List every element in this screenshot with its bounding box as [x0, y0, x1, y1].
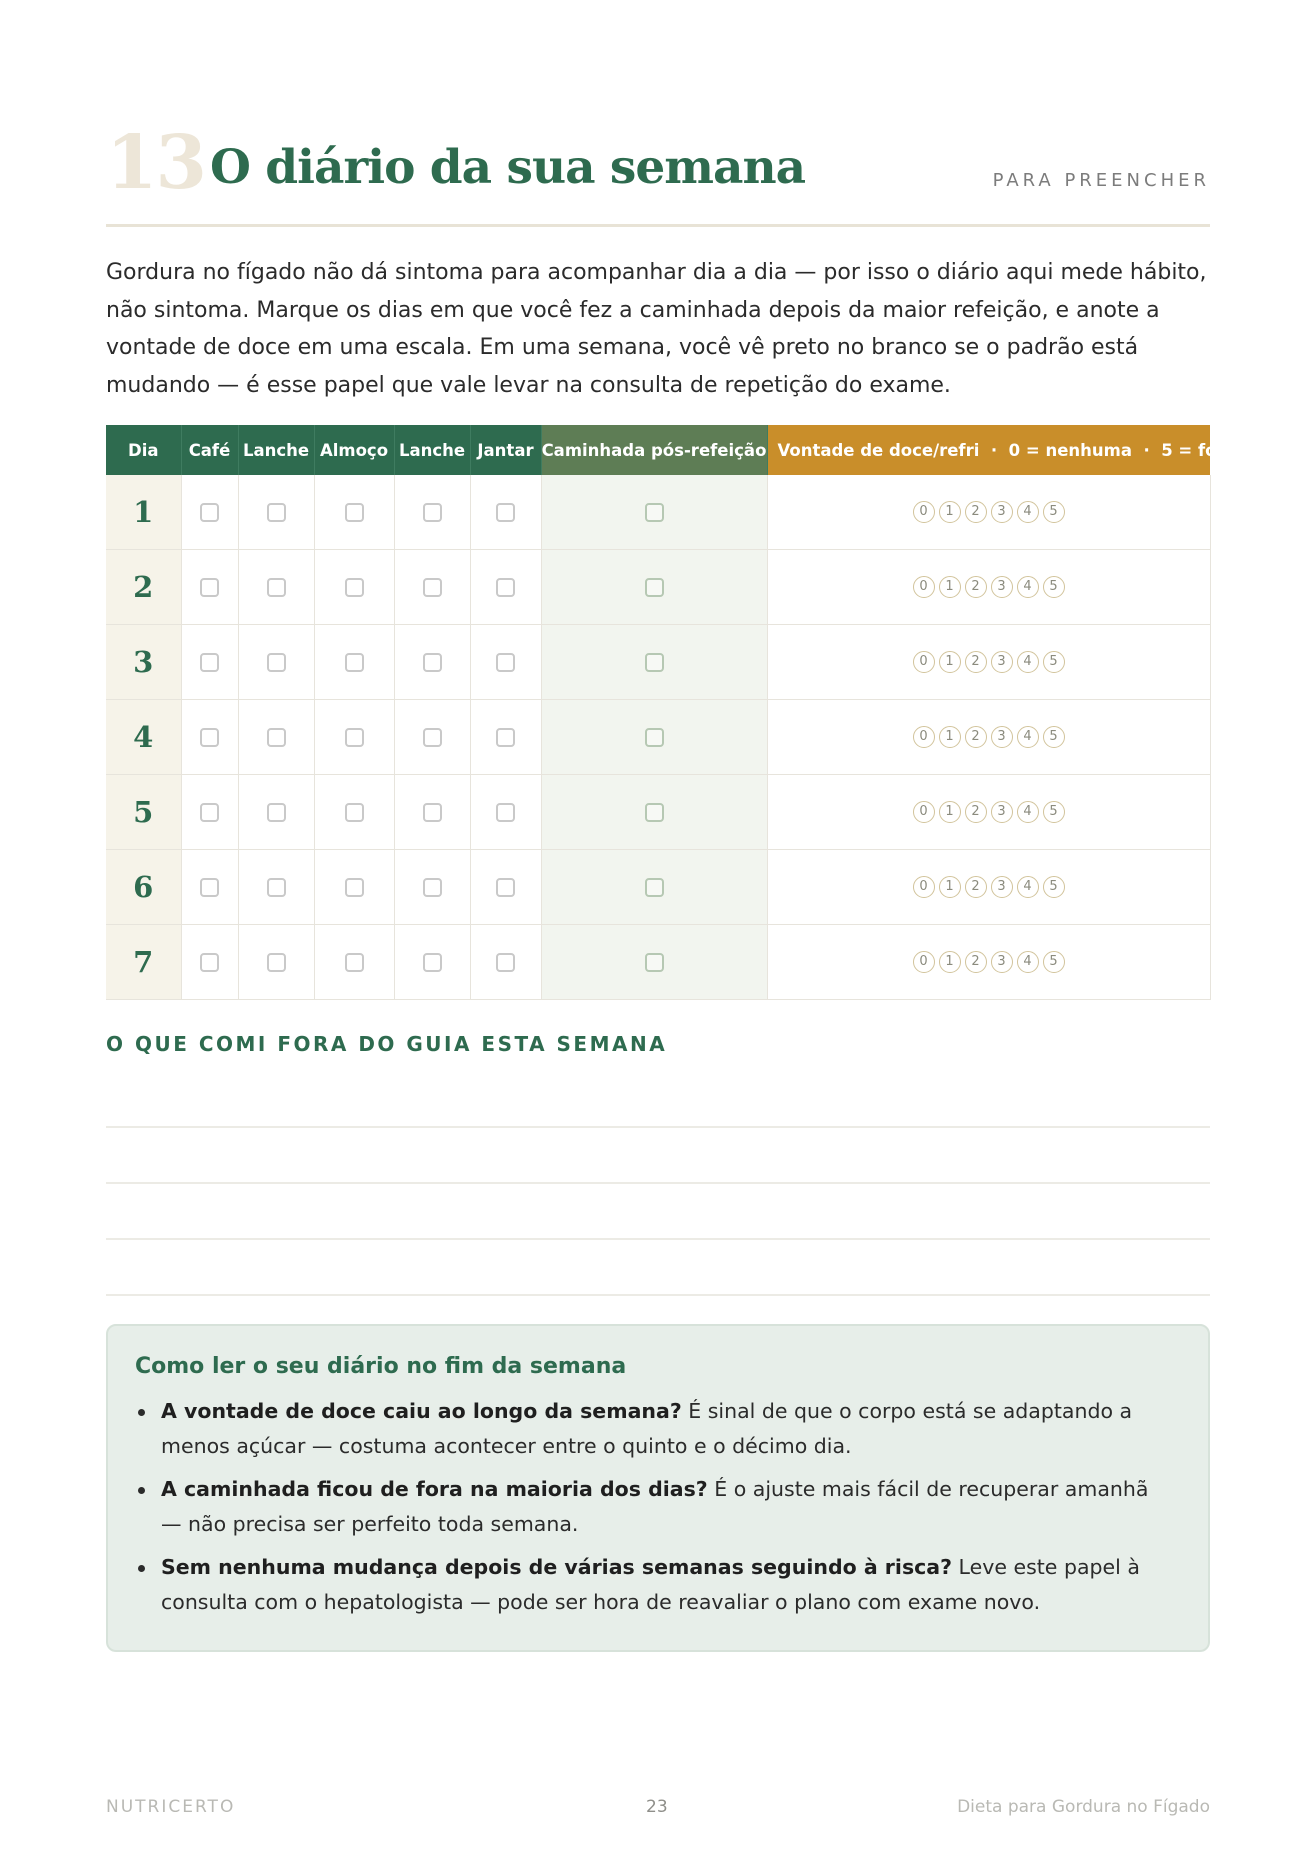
meal-checkbox-lanche-1[interactable]	[267, 878, 286, 897]
craving-scale	[913, 951, 1065, 973]
meal-checkbox-cafe[interactable]	[200, 953, 219, 972]
header-almoco: Almoço	[314, 425, 394, 475]
craving-option[interactable]: 4	[1017, 726, 1039, 748]
meal-cell-cafe	[181, 550, 238, 625]
notes-line-1[interactable]	[106, 1126, 1210, 1128]
callout-title: Como ler o seu diário no fim da semana	[135, 1354, 627, 1379]
craving-option[interactable]: 4	[1017, 501, 1039, 523]
meal-cell-lanche-1	[238, 625, 314, 700]
craving-option[interactable]: 4	[1017, 876, 1039, 898]
day-number: 7	[106, 925, 181, 1000]
craving-option[interactable]: 5	[1043, 576, 1065, 598]
day-number: 1	[106, 475, 181, 550]
craving-scale	[913, 501, 1065, 523]
walk-checkbox[interactable]	[645, 503, 664, 522]
walk-cell	[541, 625, 767, 700]
meal-checkbox-almoco[interactable]	[345, 953, 364, 972]
meal-cell-jantar	[470, 925, 541, 1000]
footer-book-title: Dieta para Gordura no Fígado	[957, 1797, 1210, 1817]
meal-cell-cafe	[181, 925, 238, 1000]
callout-item-question: Sem nenhuma mudança depois de várias semanas seguindo à risca?	[161, 1555, 953, 1579]
meal-checkbox-lanche-2[interactable]	[423, 878, 442, 897]
meal-checkbox-lanche-2[interactable]	[423, 578, 442, 597]
meal-cell-lanche-2	[394, 700, 470, 775]
meal-checkbox-jantar[interactable]	[496, 653, 515, 672]
craving-option[interactable]: 4	[1017, 801, 1039, 823]
meal-checkbox-lanche-1[interactable]	[267, 653, 286, 672]
meal-cell-lanche-1	[238, 775, 314, 850]
meal-checkbox-almoco[interactable]	[345, 503, 364, 522]
footer-page-number: 23	[646, 1797, 668, 1817]
meal-checkbox-almoco[interactable]	[345, 578, 364, 597]
notes-line-4[interactable]	[106, 1294, 1210, 1296]
meal-cell-lanche-1	[238, 550, 314, 625]
meal-cell-cafe	[181, 700, 238, 775]
walk-checkbox[interactable]	[645, 653, 664, 672]
meal-checkbox-jantar[interactable]	[496, 878, 515, 897]
craving-option[interactable]: 0	[913, 951, 935, 973]
meal-cell-cafe	[181, 625, 238, 700]
chapter-title: O diário da sua semana	[210, 140, 806, 195]
weekly-diary-table	[106, 425, 1244, 1000]
meal-cell-almoco	[314, 475, 394, 550]
walk-cell	[541, 475, 767, 550]
meal-checkbox-cafe[interactable]	[200, 728, 219, 747]
meal-cell-almoco	[314, 625, 394, 700]
meal-cell-jantar	[470, 850, 541, 925]
craving-scale	[913, 576, 1065, 598]
craving-option[interactable]: 5	[1043, 876, 1065, 898]
walk-cell	[541, 850, 767, 925]
craving-option[interactable]: 2	[965, 801, 987, 823]
meal-cell-jantar	[470, 550, 541, 625]
craving-option[interactable]: 5	[1043, 951, 1065, 973]
craving-option[interactable]: 3	[991, 876, 1013, 898]
meal-checkbox-lanche-2[interactable]	[423, 728, 442, 747]
intro-paragraph: Gordura no fígado não dá sintoma para acompanhar dia a dia — por isso o diário aqui mede hábito, não sintoma. Marque os dias em que você fez a caminhada depois da maior refeição, e anote a vontade de doce em uma escala. Em uma semana, você vê preto no branco se o padrão está mudando — é esse papel que vale levar na consulta de repetição do exame.	[106, 260, 1207, 398]
craving-option[interactable]: 5	[1043, 801, 1065, 823]
craving-option[interactable]: 3	[991, 501, 1013, 523]
meal-checkbox-almoco[interactable]	[345, 728, 364, 747]
meal-checkbox-lanche-1[interactable]	[267, 953, 286, 972]
meal-cell-almoco	[314, 550, 394, 625]
meal-cell-almoco	[314, 700, 394, 775]
meal-checkbox-jantar[interactable]	[496, 803, 515, 822]
walk-checkbox[interactable]	[645, 803, 664, 822]
craving-option[interactable]: 3	[991, 801, 1013, 823]
meal-checkbox-cafe[interactable]	[200, 503, 219, 522]
walk-cell	[541, 925, 767, 1000]
craving-option[interactable]: 1	[939, 951, 961, 973]
day-number: 5	[106, 775, 181, 850]
craving-cell	[767, 775, 1210, 850]
craving-option[interactable]: 0	[913, 801, 935, 823]
table-row	[106, 700, 1210, 775]
chapter-header	[106, 118, 1210, 228]
meal-checkbox-jantar[interactable]	[496, 728, 515, 747]
chapter-number: 13	[106, 120, 205, 206]
meal-cell-lanche-1	[238, 700, 314, 775]
meal-checkbox-almoco[interactable]	[345, 803, 364, 822]
walk-cell	[541, 700, 767, 775]
meal-cell-lanche-1	[238, 475, 314, 550]
notes-line-2[interactable]	[106, 1182, 1210, 1184]
walk-cell	[541, 550, 767, 625]
meal-checkbox-cafe[interactable]	[200, 878, 219, 897]
walk-checkbox[interactable]	[645, 728, 664, 747]
craving-scale	[913, 801, 1065, 823]
notes-title: O QUE COMI FORA DO GUIA ESTA SEMANA	[106, 1032, 668, 1056]
walk-checkbox[interactable]	[645, 953, 664, 972]
craving-option[interactable]: 2	[965, 876, 987, 898]
callout-item-answer: É sinal de que o corpo está se adaptando a menos açúcar — costuma acontecer entre o quinto e o décimo dia.	[161, 1399, 1133, 1458]
walk-checkbox[interactable]	[645, 578, 664, 597]
craving-option[interactable]: 2	[965, 726, 987, 748]
meal-checkbox-lanche-2[interactable]	[423, 953, 442, 972]
day-number: 4	[106, 700, 181, 775]
callout-item	[135, 1472, 1175, 1542]
craving-option[interactable]: 2	[965, 576, 987, 598]
table-row	[106, 850, 1210, 925]
craving-cell	[767, 925, 1210, 1000]
meal-cell-cafe	[181, 775, 238, 850]
craving-option[interactable]: 0	[913, 576, 935, 598]
meal-cell-cafe	[181, 850, 238, 925]
meal-cell-jantar	[470, 700, 541, 775]
table-row	[106, 925, 1210, 1000]
meal-cell-lanche-2	[394, 625, 470, 700]
meal-checkbox-lanche-1[interactable]	[267, 578, 286, 597]
craving-option[interactable]: 0	[913, 651, 935, 673]
header-day: Dia	[106, 425, 181, 475]
meal-cell-almoco	[314, 775, 394, 850]
craving-scale	[913, 876, 1065, 898]
meal-checkbox-lanche-1[interactable]	[267, 728, 286, 747]
meal-checkbox-jantar[interactable]	[496, 953, 515, 972]
header-lanche-1: Lanche	[238, 425, 314, 475]
table-body	[106, 475, 1210, 1000]
craving-option[interactable]: 1	[939, 876, 961, 898]
meal-cell-lanche-1	[238, 925, 314, 1000]
craving-option[interactable]: 5	[1043, 726, 1065, 748]
walk-cell	[541, 775, 767, 850]
meal-checkbox-cafe[interactable]	[200, 653, 219, 672]
craving-scale	[913, 726, 1065, 748]
table-row	[106, 475, 1210, 550]
craving-option[interactable]: 4	[1017, 951, 1039, 973]
callout-item-question: A caminhada ficou de fora na maioria dos dias?	[161, 1477, 708, 1501]
craving-option[interactable]: 5	[1043, 501, 1065, 523]
table-header-row	[106, 425, 1210, 475]
notes-line-3[interactable]	[106, 1238, 1210, 1240]
craving-option[interactable]: 1	[939, 651, 961, 673]
meal-checkbox-jantar[interactable]	[496, 503, 515, 522]
table-row	[106, 550, 1210, 625]
meal-cell-jantar	[470, 775, 541, 850]
meal-checkbox-lanche-2[interactable]	[423, 803, 442, 822]
meal-cell-lanche-1	[238, 850, 314, 925]
header-lanche-2: Lanche	[394, 425, 470, 475]
craving-option[interactable]: 2	[965, 501, 987, 523]
callout-item-answer: É o ajuste mais fácil de recuperar amanhã — não precisa ser perfeito toda semana.	[161, 1477, 1149, 1536]
craving-option[interactable]: 2	[965, 951, 987, 973]
craving-option[interactable]: 5	[1043, 651, 1065, 673]
meal-cell-almoco	[314, 925, 394, 1000]
craving-option[interactable]: 1	[939, 726, 961, 748]
craving-option[interactable]: 3	[991, 726, 1013, 748]
header-divider	[106, 224, 1210, 227]
craving-cell	[767, 550, 1210, 625]
header-jantar: Jantar	[470, 425, 541, 475]
meal-cell-lanche-2	[394, 550, 470, 625]
day-number: 3	[106, 625, 181, 700]
meal-checkbox-almoco[interactable]	[345, 878, 364, 897]
meal-checkbox-cafe[interactable]	[200, 578, 219, 597]
chapter-tag: PARA PREENCHER	[992, 170, 1210, 191]
meal-checkbox-almoco[interactable]	[345, 653, 364, 672]
craving-option[interactable]: 3	[991, 576, 1013, 598]
header-cafe: Café	[181, 425, 238, 475]
craving-option[interactable]: 1	[939, 801, 961, 823]
meal-checkbox-cafe[interactable]	[200, 803, 219, 822]
craving-option[interactable]: 1	[939, 576, 961, 598]
meal-cell-jantar	[470, 625, 541, 700]
meal-cell-lanche-2	[394, 850, 470, 925]
craving-option[interactable]: 3	[991, 951, 1013, 973]
craving-option[interactable]: 3	[991, 651, 1013, 673]
meal-cell-jantar	[470, 475, 541, 550]
header-craving: Vontade de doce/refri · 0 = nenhuma · 5 = forte	[767, 425, 1210, 475]
craving-option[interactable]: 4	[1017, 576, 1039, 598]
craving-scale	[913, 651, 1065, 673]
callout-item-answer: Leve este papel à consulta com o hepatologista — pode ser hora de reavaliar o plano com exame novo.	[161, 1555, 1140, 1614]
craving-option[interactable]: 1	[939, 501, 961, 523]
meal-checkbox-lanche-2[interactable]	[423, 653, 442, 672]
day-number: 2	[106, 550, 181, 625]
craving-option[interactable]: 4	[1017, 651, 1039, 673]
callout-item	[135, 1394, 1175, 1464]
callout-item	[135, 1550, 1175, 1620]
meal-cell-lanche-2	[394, 925, 470, 1000]
table-row	[106, 625, 1210, 700]
meal-checkbox-lanche-1[interactable]	[267, 803, 286, 822]
day-number: 6	[106, 850, 181, 925]
table-row	[106, 775, 1210, 850]
craving-option[interactable]: 0	[913, 501, 935, 523]
craving-cell	[767, 700, 1210, 775]
craving-option[interactable]: 2	[965, 651, 987, 673]
callout-list	[135, 1394, 1175, 1628]
craving-option[interactable]: 0	[913, 726, 935, 748]
meal-cell-cafe	[181, 475, 238, 550]
reading-tips-callout	[106, 1324, 1210, 1652]
meal-checkbox-jantar[interactable]	[496, 578, 515, 597]
header-walk: Caminhada pós-refeição	[541, 425, 767, 475]
walk-checkbox[interactable]	[645, 878, 664, 897]
meal-cell-almoco	[314, 850, 394, 925]
craving-cell	[767, 475, 1210, 550]
callout-item-question: A vontade de doce caiu ao longo da semana?	[161, 1399, 682, 1423]
craving-option[interactable]: 0	[913, 876, 935, 898]
footer-brand: NUTRICERTO	[106, 1797, 236, 1817]
craving-cell	[767, 625, 1210, 700]
meal-cell-lanche-2	[394, 775, 470, 850]
meal-checkbox-lanche-2[interactable]	[423, 503, 442, 522]
meal-checkbox-lanche-1[interactable]	[267, 503, 286, 522]
craving-cell	[767, 850, 1210, 925]
meal-cell-lanche-2	[394, 475, 470, 550]
